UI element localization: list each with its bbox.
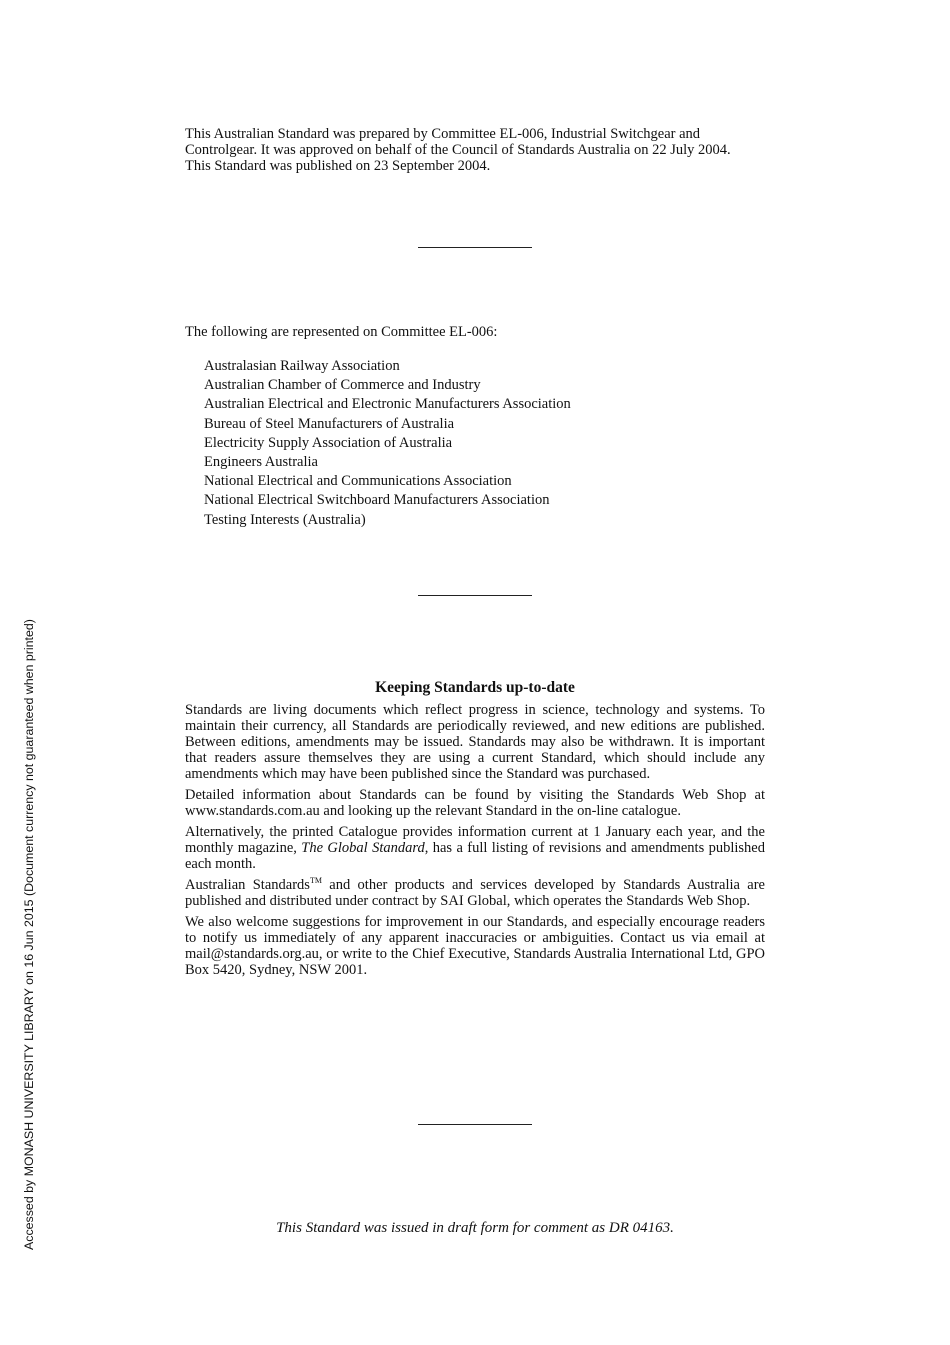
catalogue-text-end: , has a full listing of revisions and amendments published each month. xyxy=(185,840,765,872)
trademark-mark: TM xyxy=(309,876,322,885)
list-item: Electricity Supply Association of Australia xyxy=(204,434,453,451)
list-item: Engineers Australia xyxy=(204,454,318,471)
list-item: Testing Interests (Australia) xyxy=(204,511,366,528)
catalogue-text-start: Alternatively, the printed Catalogue provides information current at 1 January each year, and the monthly magazine, xyxy=(185,824,765,856)
approval-statement xyxy=(185,126,765,174)
sai-text-end: and other products and services developed by Standards Australia are published and distributed under contract by SAI Global, which operates the Standards Web Shop. xyxy=(185,877,765,909)
paragraph-web-shop: Detailed information about Standards can be found by visiting the Standards Web Shop at www.standards.com.au and looking up the relevant Standard in the on-line catalogue. xyxy=(185,787,765,819)
list-item: Australian Electrical and Electronic Manufacturers Association xyxy=(204,396,571,413)
committee-section xyxy=(185,324,765,340)
section-divider xyxy=(418,247,532,248)
keeping-up-to-date-heading: Keeping Standards up-to-date xyxy=(375,679,575,696)
magazine-title: The Global Standard xyxy=(301,840,425,856)
list-item: Australasian Railway Association xyxy=(204,358,400,374)
committee-heading: The following are represented on Committee EL-006: xyxy=(185,324,498,340)
prepared-text: This Australian Standard was prepared by Committee EL-006, Industrial Switchgear and Controlgear. It was approved on behalf of the Council of Standards Australia on 22 July 2004. xyxy=(185,126,731,158)
list-item: National Electrical and Communications Association xyxy=(204,473,512,490)
list-item: Australian Chamber of Commerce and Industry xyxy=(204,377,481,394)
section-divider xyxy=(418,1124,532,1125)
list-item: National Electrical Switchboard Manufacturers Association xyxy=(204,492,550,509)
published-text: This Standard was published on 23 September 2004. xyxy=(185,158,491,174)
sai-text-start: Australian Standards xyxy=(185,877,310,893)
access-watermark: Accessed by MONASH UNIVERSITY LIBRARY on 16 Jun 2015 (Document currency not guaranteed when printed) xyxy=(22,619,36,1250)
list-item: Bureau of Steel Manufacturers of Australia xyxy=(204,415,455,432)
committee-members-list xyxy=(204,357,571,530)
paragraph-living-documents: Standards are living documents which reflect progress in science, technology and systems. To maintain their currency, all Standards are periodically reviewed, and new editions are published. Between editions, amendments may be issued. Standards may also be withdrawn. It is important that readers assure themselves they are using a current Standard, which should include any amendments which may have been published since the Standard was purchased. xyxy=(185,702,765,782)
paragraph-sai-global xyxy=(185,877,765,909)
draft-comment-note: This Standard was issued in draft form for comment as DR 04163. xyxy=(276,1220,674,1236)
section-divider xyxy=(418,595,532,596)
keeping-up-to-date-body xyxy=(185,702,765,983)
paragraph-suggestions: We also welcome suggestions for improvement in our Standards, and especially encourage readers to notify us immediately of any apparent inaccuracies or ambiguities. Contact us via email at mail@standards.org.au, or write to the Chief Executive, Standards Australia International Ltd, GPO Box 5420, Sydney, NSW 2001. xyxy=(185,914,765,978)
paragraph-catalogue xyxy=(185,824,765,872)
